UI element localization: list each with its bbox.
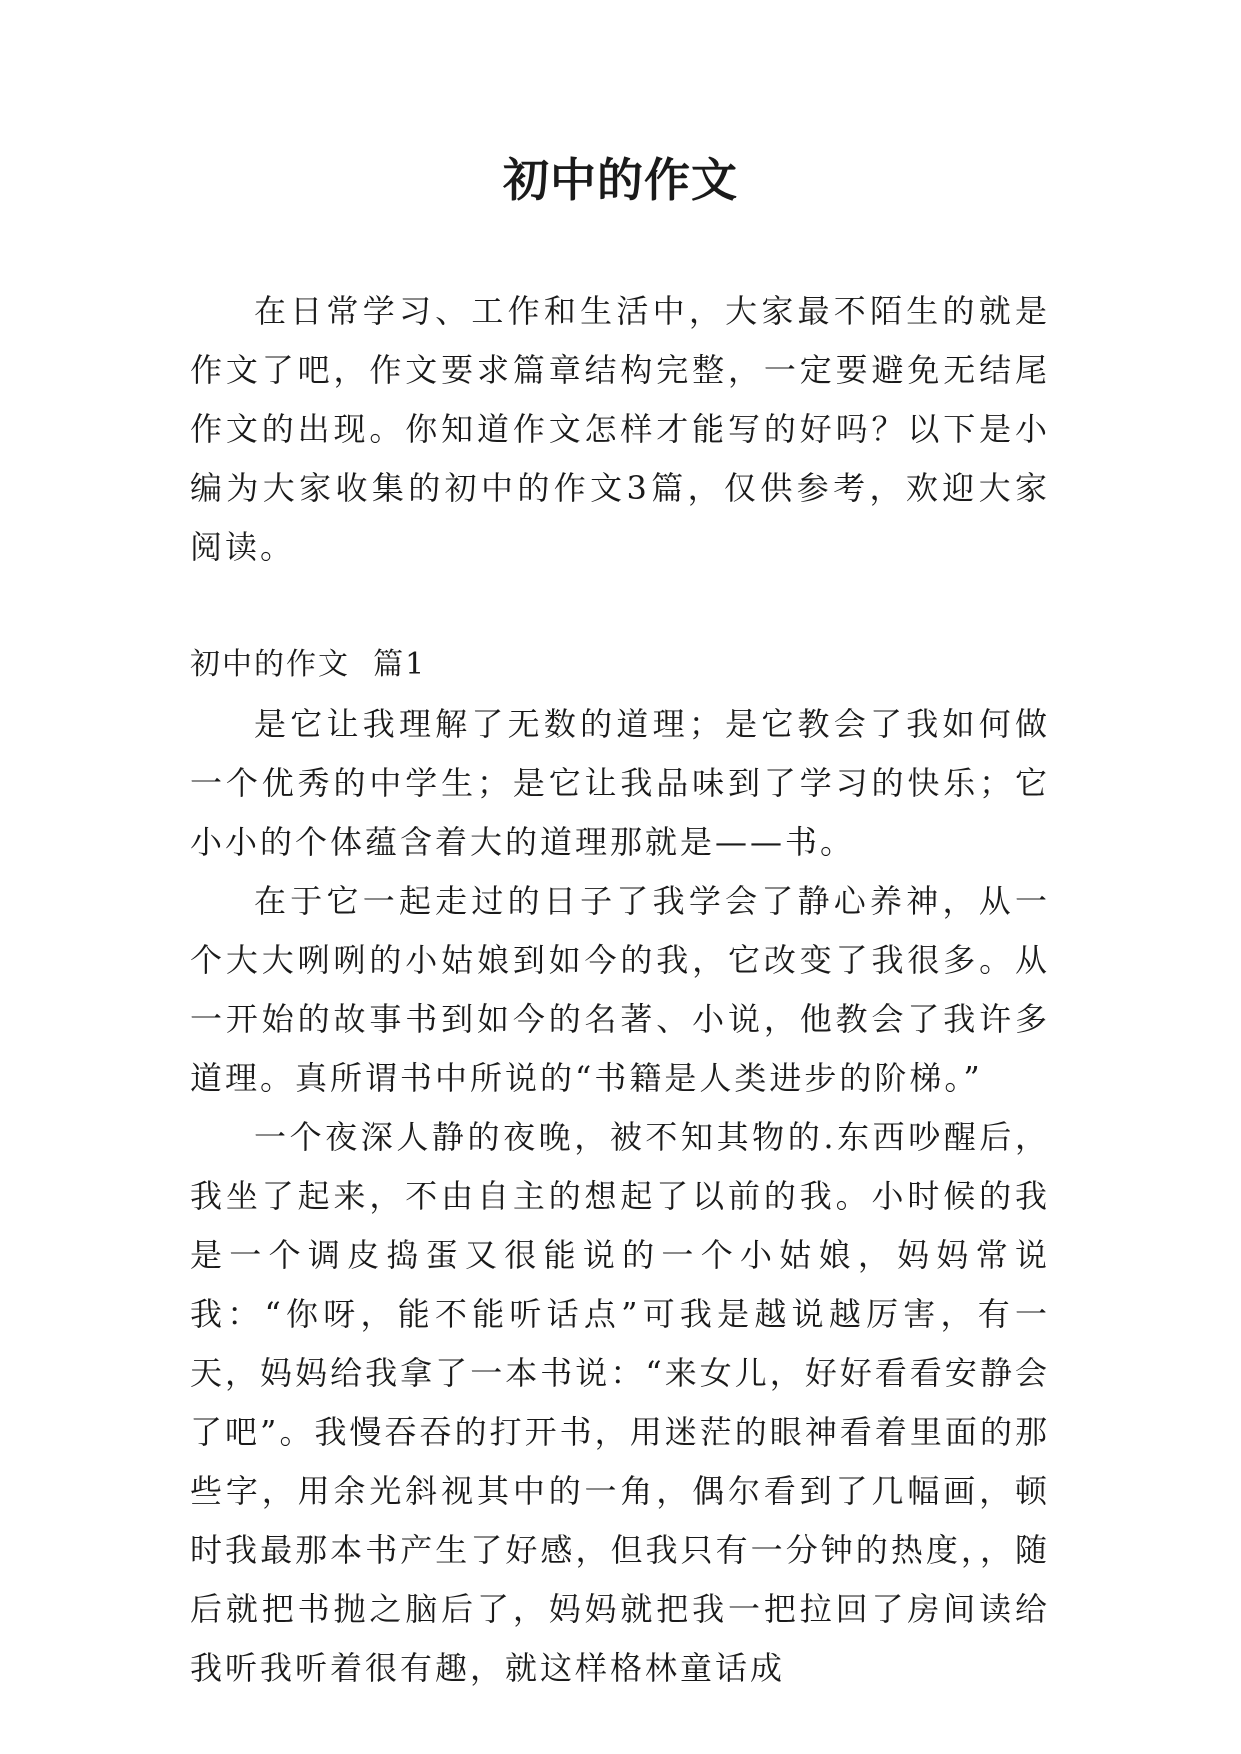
intro-paragraph: 在日常学习、工作和生活中，大家最不陌生的就是作文了吧，作文要求篇章结构完整，一定要避免无结尾作文的出现。你知道作文怎样才能写的好吗？以下是小编为大家收集的初中的作文3篇，仅供参考，欢迎大家阅读。 bbox=[190, 292, 1050, 566]
document-title: 初中的作文 bbox=[503, 153, 738, 207]
document-body bbox=[190, 282, 1050, 1698]
body-paragraph: 一个夜深人静的夜晚，被不知其物的.东西吵醒后，我坐了起来，不由自主的想起了以前的我。小时候的我是一个调皮捣蛋又很能说的一个小姑娘，妈妈常说我：“你呀，能不能听话点”可我是越说越厉害，有一天，妈妈给我拿了一本书说：“来女儿，好好看看安静会了吧”。我慢吞吞的打开书，用迷茫的眼神看着里面的那些字，用余光斜视其中的一角，偶尔看到了几幅画，顿时我最那本书产生了好感，但我只有一分钟的热度，，随后就把书抛之脑后了，妈妈就把我一把拉回了房间读给我听我听着很有趣，就这样格林童话成 bbox=[190, 1118, 1050, 1687]
section-heading: 初中的作文 篇1 bbox=[190, 647, 427, 682]
body-paragraph: 是它让我理解了无数的道理；是它教会了我如何做一个优秀的中学生；是它让我品味到了学习的快乐；它小小的个体蕴含着大的道理那就是——书。 bbox=[190, 705, 1050, 861]
body-paragraph: 在于它一起走过的日子了我学会了静心养神，从一个大大咧咧的小姑娘到如今的我，它改变了我很多。从一开始的故事书到如今的名著、小说，他教会了我许多道理。真所谓书中所说的“书籍是人类进步的阶梯。” bbox=[190, 882, 1050, 1097]
